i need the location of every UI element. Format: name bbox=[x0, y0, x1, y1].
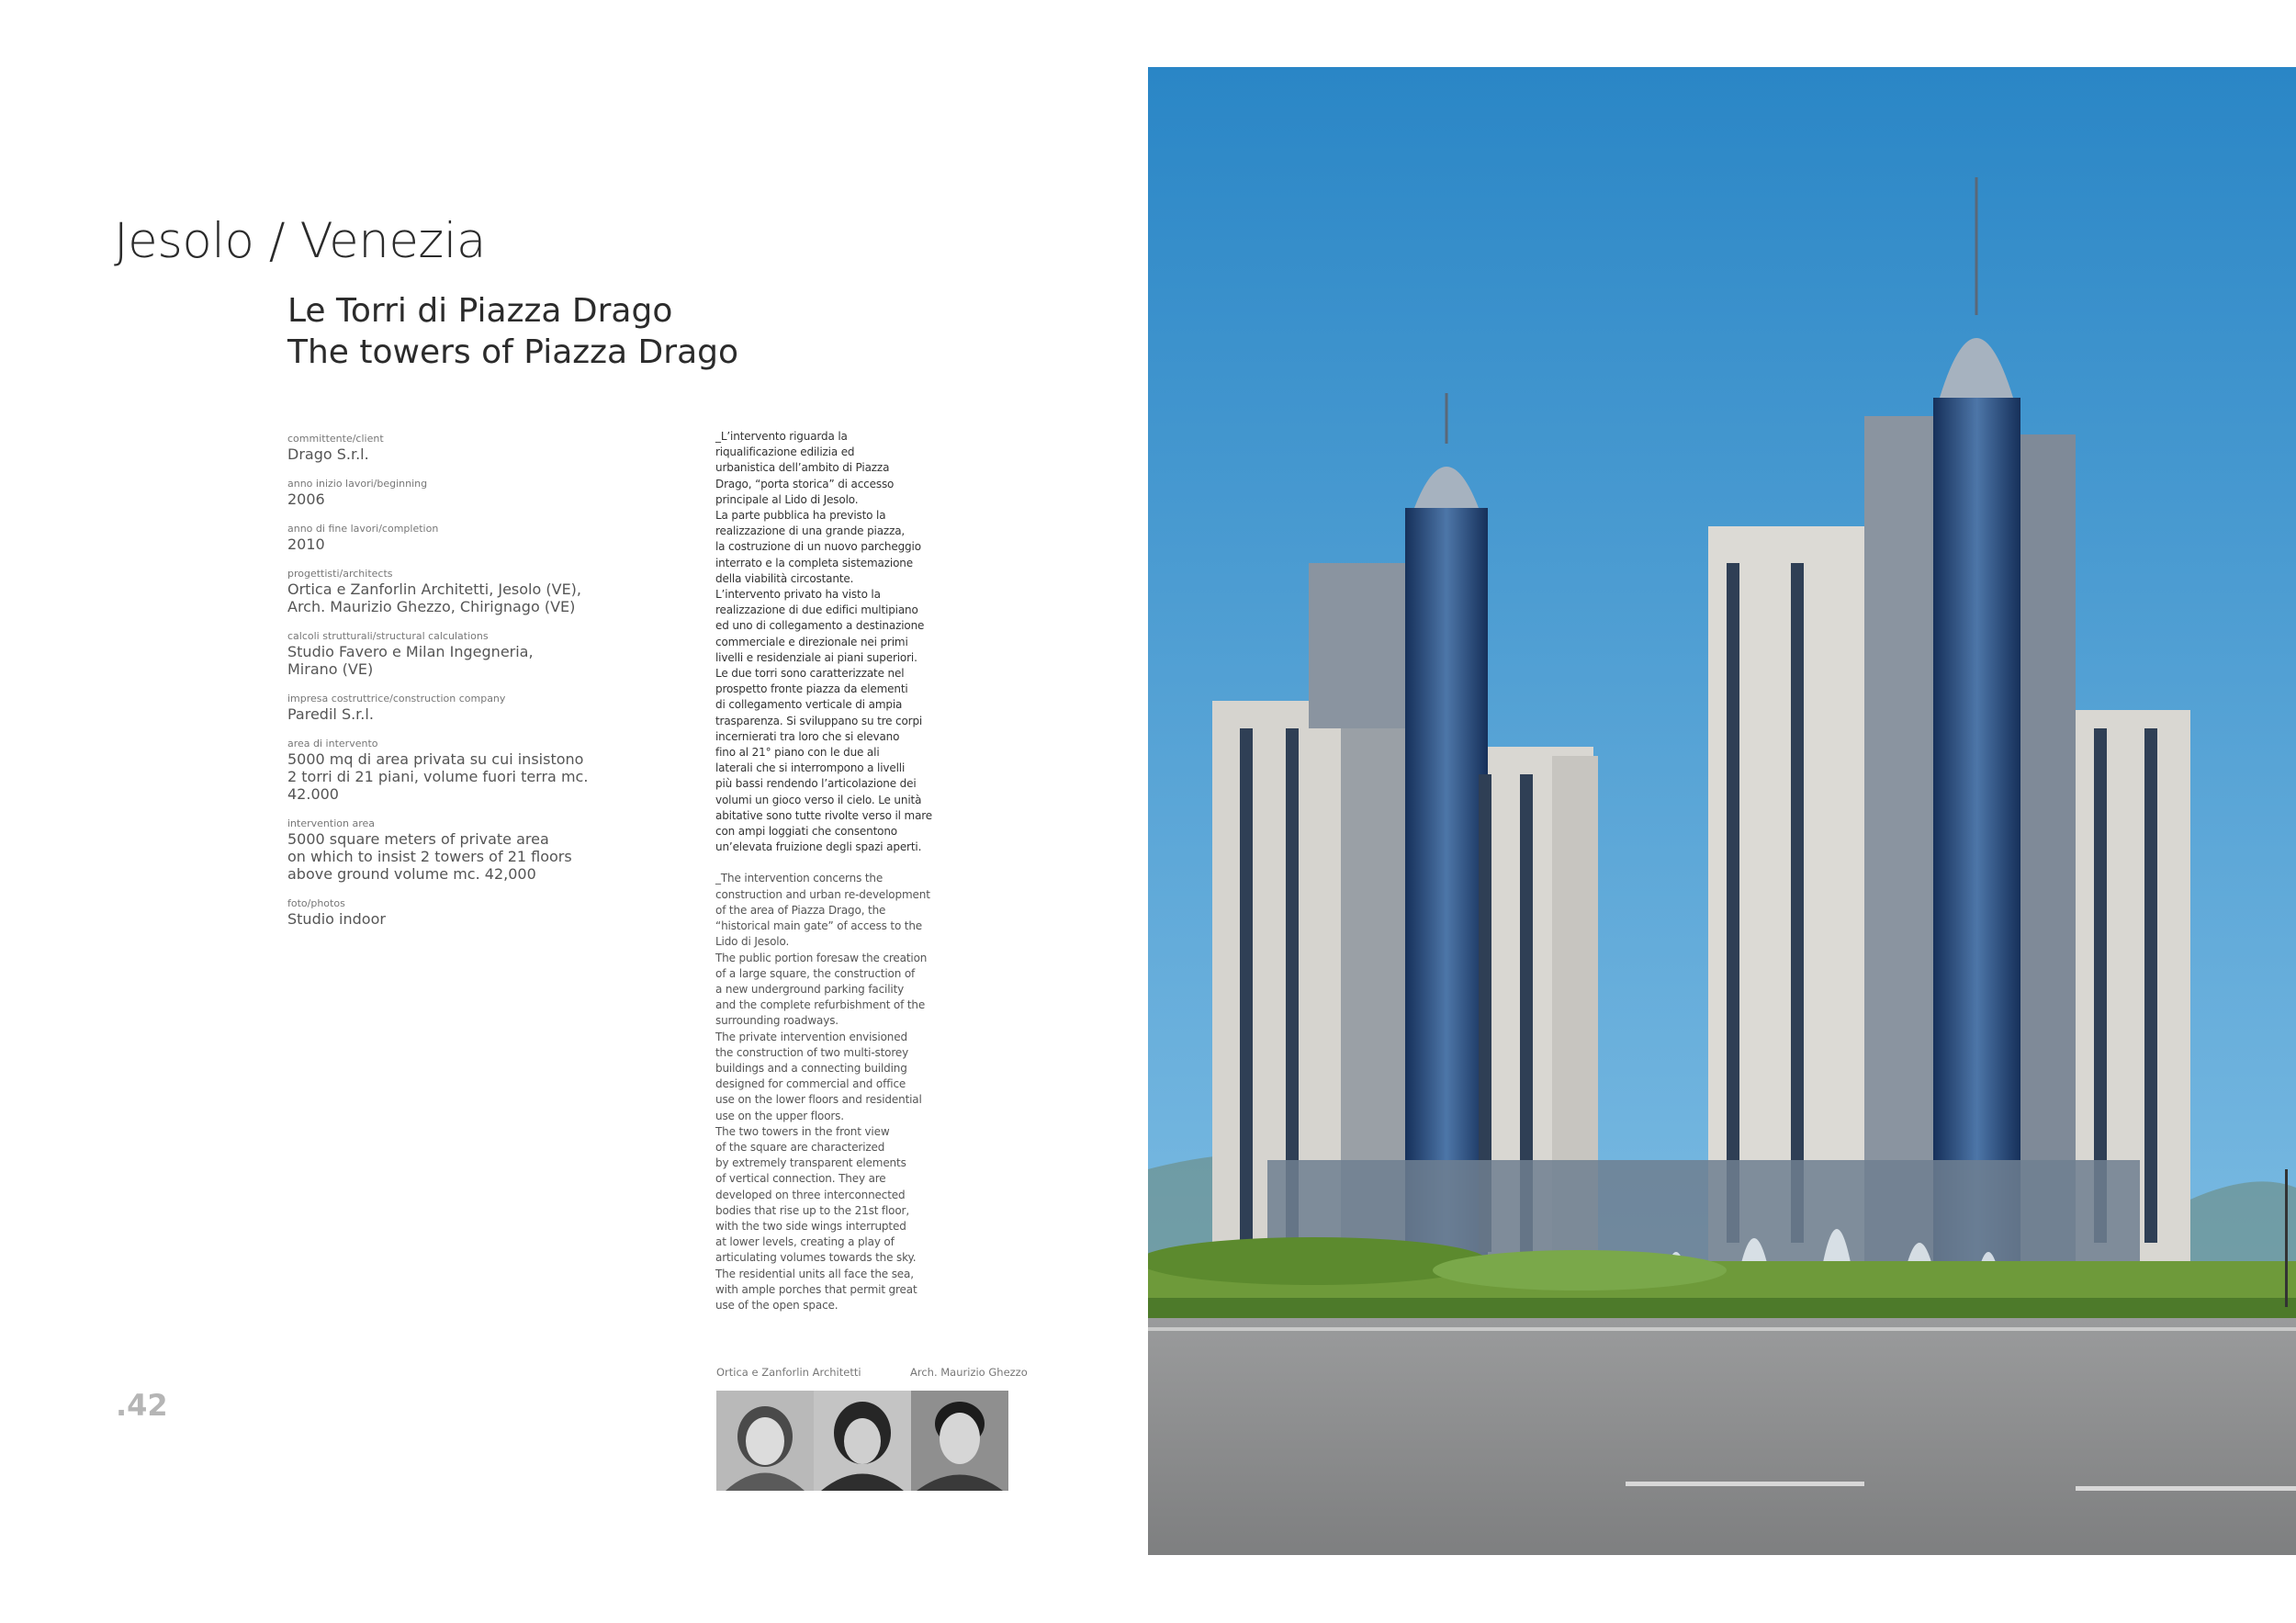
info-label: anno inizio lavori/beginning bbox=[287, 478, 428, 490]
project-info bbox=[287, 433, 673, 942]
info-value: Studio Favero e Milan Ingegneria, Mirano (VE) bbox=[287, 643, 534, 678]
info-label: area di intervento bbox=[287, 738, 378, 750]
info-label: impresa costruttrice/construction company bbox=[287, 693, 506, 704]
caption-ghezzo: Arch. Maurizio Ghezzo bbox=[910, 1366, 1028, 1379]
info-area-en bbox=[287, 817, 673, 883]
description-english: _The intervention concerns the construction and urban re-development of the area of Piazza Drago, the “historical main gate” of access to the Lido di Jesolo. The public portion foresaw the creation of a large square, the construction of a new underground parking facility and the complete refurbishment of the surrounding roadways. The private intervention envisioned the construction of two multi-storey buildings and a connecting building designed for commercial and office use on the lower floors and residential use on the upper floors. The two towers in the front view of the square are characterized by extremely transparent elements of vertical connection. They are developed on three interconnected bodies that rise up to the 21st floor, with the two side wings interrupted at lower levels, creating a play of articulating volumes towards the sky. The residential units all face the sea, with ample porches that permit great use of the open space. bbox=[715, 872, 930, 1312]
info-value: Ortica e Zanforlin Architetti, Jesolo (VE), Arch. Maurizio Ghezzo, Chirignago (VE) bbox=[287, 580, 581, 615]
info-label: intervention area bbox=[287, 817, 375, 829]
info-value: 5000 square meters of private area on which to insist 2 towers of 21 floors above ground volume mc. 42,000 bbox=[287, 830, 572, 883]
info-beginning bbox=[287, 478, 673, 508]
project-title bbox=[287, 290, 738, 373]
project-title-italian: Le Torri di Piazza Drago bbox=[287, 292, 673, 330]
info-photos bbox=[287, 897, 673, 928]
info-label: committente/client bbox=[287, 433, 384, 445]
portrait-architect-1 bbox=[716, 1391, 814, 1491]
info-area-it bbox=[287, 738, 673, 803]
portrait-architect-2 bbox=[814, 1391, 911, 1491]
info-label: foto/photos bbox=[287, 897, 345, 909]
info-value: Paredil S.r.l. bbox=[287, 705, 374, 723]
project-title-english: The towers of Piazza Drago bbox=[287, 333, 739, 371]
info-construction-company bbox=[287, 693, 673, 723]
info-value: 2006 bbox=[287, 490, 325, 508]
portrait-architect-3 bbox=[911, 1391, 1008, 1491]
info-label: anno di fine lavori/completion bbox=[287, 523, 439, 535]
info-completion bbox=[287, 523, 673, 553]
info-label: progettisti/architects bbox=[287, 568, 393, 580]
project-description bbox=[715, 429, 950, 1313]
towers-photo bbox=[1148, 67, 2296, 1555]
city-title: Jesolo / Venezia bbox=[114, 213, 486, 269]
info-label: calcoli strutturali/structural calculations bbox=[287, 630, 489, 642]
info-architects bbox=[287, 568, 673, 615]
info-value: 2010 bbox=[287, 535, 325, 553]
description-italian: _L’intervento riguarda la riqualificazione edilizia ed urbanistica dell’ambito di Piazza Drago, “porta storica” di accesso principale al Lido di Jesolo. La parte pubblica ha previsto la realizzazione di una grande piazza, la costruzione di un nuovo parcheggio interrato e la completa sistemazione della viabilità circostante. L’intervento privato ha visto la realizzazione di due edifici multipiano ed uno di collegamento a destinazione commerciale e direzionale nei primi livelli e residenziale ai piani superiori. Le due torri sono caratterizzate nel prospetto fronte piazza da elementi di collegamento verticale di ampia trasparenza. Si sviluppano su tre corpi incernierati tra loro che si elevano fino al 21° piano con le due ali laterali che si interrompono a livelli più bassi rendendo l’articolazione dei volumi un gioco verso il cielo. Le unità abitative sono tutte rivolte verso il mare con ampi loggiati che consentono un’elevata fruizione degli spazi aperti. bbox=[715, 430, 933, 854]
info-value: Studio indoor bbox=[287, 910, 386, 928]
info-structural bbox=[287, 630, 673, 678]
info-value: Drago S.r.l. bbox=[287, 445, 369, 463]
caption-ortica-zanforlin: Ortica e Zanforlin Architetti bbox=[716, 1366, 861, 1379]
page-number: .42 bbox=[116, 1388, 168, 1423]
info-client bbox=[287, 433, 673, 463]
info-value: 5000 mq di area privata su cui insistono 2 torri di 21 piani, volume fuori terra mc. 42.000 bbox=[287, 750, 589, 803]
